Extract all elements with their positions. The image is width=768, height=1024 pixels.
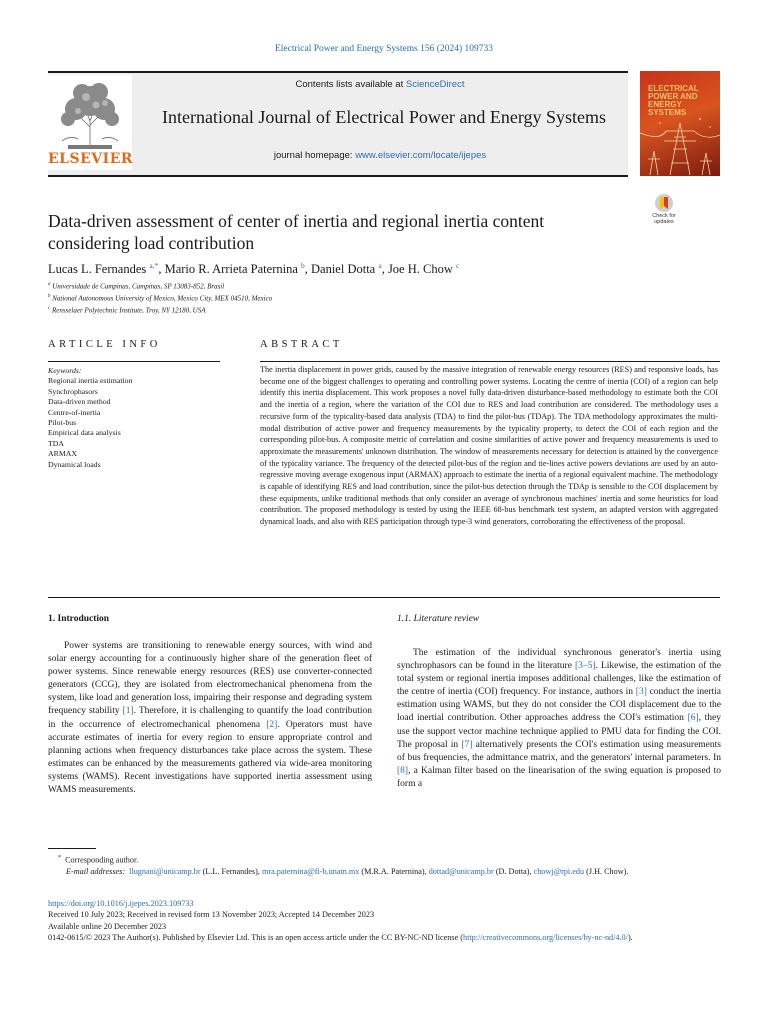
journal-homepage-line: [140, 150, 620, 161]
email-link[interactable]: chowj@rpi.edu: [533, 867, 585, 877]
journal-cover-thumbnail[interactable]: [640, 71, 720, 176]
check-updates-label: Check for updates: [652, 213, 676, 225]
email-owner: (J.H. Chow).: [584, 867, 629, 877]
keyword-item: Regional inertia estimation: [48, 376, 133, 386]
article-metadata: [48, 898, 720, 943]
license-text: 0142-0615/© 2023 The Author(s). Published by Elsevier Ltd. This is an open access article under the CC BY-NC-ND license (: [48, 932, 463, 942]
email-owner: (D. Dotta),: [493, 867, 534, 877]
affiliation-text: Universidade de Campinas, Campinas, SP 13083-852, Brasil: [52, 282, 225, 291]
keyword-item: Centre-of-inertia: [48, 407, 101, 417]
email-addresses: [48, 866, 720, 877]
license-text-end: ).: [627, 932, 633, 942]
email-link[interactable]: mra.paternina@fi-b.unam.mx: [261, 867, 360, 877]
header-top-rule: [48, 71, 628, 73]
author-name: Daniel Dotta: [311, 262, 376, 277]
check-for-updates-button[interactable]: [648, 194, 680, 228]
citation-link[interactable]: [6]: [687, 713, 699, 724]
keyword-item: Data-driven method: [48, 397, 111, 407]
email-label: E-mail addresses:: [66, 867, 126, 877]
author-affiliation-ref[interactable]: b: [301, 261, 305, 270]
doi-link[interactable]: https://doi.org/10.1016/j.ijepes.2023.109733: [48, 899, 194, 908]
intro-text-run: Power systems are transitioning to renewable energy sources, with wind and solar energy accounting for a continuously higher share of the generation fleet of power systems. Since renewable energy resources (RES) use converter-connected generators (CCG), they are isolated from electromechanical phenomena from the system, like load and generation loss, impairing their response and degrading system frequency stability: [48, 641, 372, 717]
article-info-rule: [48, 361, 220, 362]
contents-available-line: [140, 79, 620, 90]
lit-text-run: alternatively presents the COI's estimation using measurements of bus frequencies, the admittance matrix, and the generators' internal parameters. In: [397, 739, 721, 763]
header-bottom-rule: [48, 175, 628, 177]
author-list: [48, 261, 668, 277]
author-affiliation-ref[interactable]: a: [378, 261, 382, 270]
affiliation-marker: b: [48, 294, 51, 299]
author-separator: ,: [304, 262, 311, 277]
affiliation-c: [48, 306, 648, 314]
footnotes: [48, 853, 720, 877]
email-owner: (M.R.A. Paternina),: [359, 867, 429, 877]
intro-text-run: . Therefore, it is challenging to quantify the load contribution in the occurrence of electromechanical phenomena: [48, 706, 372, 730]
corresponding-text: Corresponding author.: [65, 855, 139, 865]
lit-text-run: conduct the inertia estimation using WAMS, but they do not consider the COI displacement due to the load inertial contribution. Other approaches address the COI's estimation: [397, 687, 721, 724]
literature-review-heading: 1.1. Literature review: [397, 614, 480, 624]
keyword-item: Dynamical loads: [48, 459, 101, 469]
homepage-prefix: journal homepage:: [273, 150, 356, 161]
keyword-item: Pilot-bus: [48, 418, 77, 428]
introduction-heading: 1. Introduction: [48, 614, 110, 624]
affiliation-text: National Autonomous University of Mexico, Mexico City, MEX 04510, Mexico: [52, 294, 273, 303]
affiliation-text: Rensselaer Polytechnic Institute, Troy, NY 12180, USA: [51, 306, 206, 315]
cover-title: ELECTRICAL POWER AND ENERGY SYSTEMS: [648, 84, 699, 117]
paper-title: Data-driven assessment of center of inertia and regional inertia content considering load contribution: [48, 211, 545, 253]
lit-text-run: The estimation of the individual synchronous generator's inertia using synchrophasors can be found in the literature: [397, 648, 721, 672]
lit-text-run: , a Kalman filter based on the linearisation of the swing equation is proposed to form a: [397, 765, 721, 789]
literature-review-paragraph: [397, 647, 721, 791]
available-online-date: Available online 20 December 2023: [48, 921, 167, 931]
lit-text-run: . Likewise, the estimation of the total system or regional inertia imposes additional challenges, like the estimation of the centre of inertia (COI) frequency. For instance, authors in: [397, 661, 721, 698]
abstract-heading: ABSTRACT: [260, 339, 343, 350]
citation-link[interactable]: [8]: [397, 765, 409, 776]
received-dates: Received 10 July 2023; Received in revised form 13 November 2023; Accepted 14 December 2023: [48, 910, 375, 920]
keyword-item: TDA: [48, 438, 65, 448]
author-separator: ,: [381, 262, 388, 277]
author-affiliation-ref[interactable]: c: [456, 261, 460, 270]
contents-prefix: Contents lists available at: [295, 79, 406, 90]
affiliation-marker: c: [48, 306, 51, 311]
license-statement: [48, 932, 720, 943]
citation-link[interactable]: [1]: [122, 706, 134, 717]
asterisk-marker: *: [58, 855, 61, 861]
introduction-paragraph: [48, 640, 372, 797]
abstract-text: The inertia displacement in power grids, caused by the massive integration of renewable energy resources (RES) and responsive loads, has become one of the biggest challenges to operating and controlling power systems. Locating the centre of inertia (COI) of a region can help identify this inertia displacement. This work proposes a novel fully data-driven disturbance-based methodology to estimate both the COI and the inertia of a region, where the variation of the COI due to RES and load contribution are considered. The methodology uses a recursive form of the typicality-based data analysis (TDA) to find the pilot-bus (TDAp). The TDA methodology approximates the multi-modal distribution of active power and frequency measurements by the typicality property, to detect the COI of each region and the corresponding pilot-bus. A composite metric of correlation and cosine similarities of active power and frequency measurements is used to approximate the measurements' unknown distribution. The window of measurements necessary for detection is attained by the convergence of the typicality variance. The frequency of the detected pilot-bus of the region and tie-lines active powers deviations are used by an auto-regressive moving average exogenous input (ARMAX) approach to estimate the inertia of a regional equivalent machine. The methodology is capable of identifying RES and load contribution, since the pilot-bus detection through the TDAp is sensible to the COI displacement by these equipments, unlike traditional methods that only consider an average of synchronous machines' inertia and some heuristics for load contribution. The proposed methodology is tested by using the IEEE 68-bus benchmark test system, an adapted version with aggregated dynamical loads, and also with RES participation through type-3 wind generators, corroborating the effectiveness of the proposal.: [260, 365, 718, 527]
citation-link[interactable]: [3]: [635, 687, 647, 698]
affiliation-marker: a: [48, 282, 51, 287]
email-link[interactable]: dottad@unicamp.br: [428, 867, 494, 877]
citation-link[interactable]: [3–5]: [574, 661, 596, 672]
author-name: Joe H. Chow: [387, 262, 453, 277]
citation-link[interactable]: [7]: [461, 739, 473, 750]
section-divider: [48, 597, 720, 598]
lit-text-run: , they use the support vector machine technique applied to PMU data for finding the COI. The proposal in: [397, 713, 722, 750]
bookmark-icon: [655, 194, 673, 212]
elsevier-tree-icon: [48, 75, 132, 153]
keyword-item: ARMAX: [48, 449, 78, 459]
affiliation-b: [48, 294, 648, 302]
article-info-heading: ARTICLE INFO: [48, 339, 161, 350]
footnote-rule: [48, 848, 96, 849]
license-link[interactable]: http://creativecommons.org/licenses/by-nc-nd/4.0/: [463, 932, 628, 942]
elsevier-wordmark: ELSEVIER: [48, 151, 134, 167]
check-updates-icon: [655, 194, 673, 212]
journal-title: International Journal of Electrical Power and Energy Systems: [161, 107, 607, 127]
intro-text-run: . Operators must have accurate estimates of inertia for every region to ensure appropriate control and planning actions when frequency disturbances take place across the system. These estimates can be enhanced by the measurements gathered via wide-area monitoring systems (WAMS). Recent investigations have supported inertia assessment using WAMS measurements.: [48, 719, 372, 796]
journal-homepage-link[interactable]: www.elsevier.com/locate/ijepes: [355, 150, 487, 161]
elsevier-logo[interactable]: [48, 75, 132, 170]
keywords-label: Keywords:: [48, 366, 82, 375]
keyword-item: Empirical data analysis: [48, 428, 121, 438]
citation-link[interactable]: [2]: [266, 719, 278, 730]
author-separator: ,: [158, 262, 165, 277]
affiliation-a: [48, 282, 648, 290]
author-name: Lucas L. Fernandes: [48, 262, 147, 277]
keywords-block: [48, 366, 238, 470]
corresponding-author-note: [48, 853, 720, 866]
abstract-rule: [260, 361, 720, 362]
email-link[interactable]: llugnani@unicamp.br: [129, 867, 201, 877]
author-affiliation-ref[interactable]: a,*: [149, 261, 159, 270]
power-tower-icon: [640, 71, 720, 176]
keyword-item: Synchrophasors: [48, 386, 98, 396]
journal-citation[interactable]: Electrical Power and Energy Systems 156 (2024) 109733: [274, 44, 494, 54]
sciencedirect-link[interactable]: ScienceDirect: [405, 79, 465, 90]
email-owner: (L.L. Fernandes),: [200, 867, 262, 877]
author-name: Mario R. Arrieta Paternina: [164, 262, 298, 277]
